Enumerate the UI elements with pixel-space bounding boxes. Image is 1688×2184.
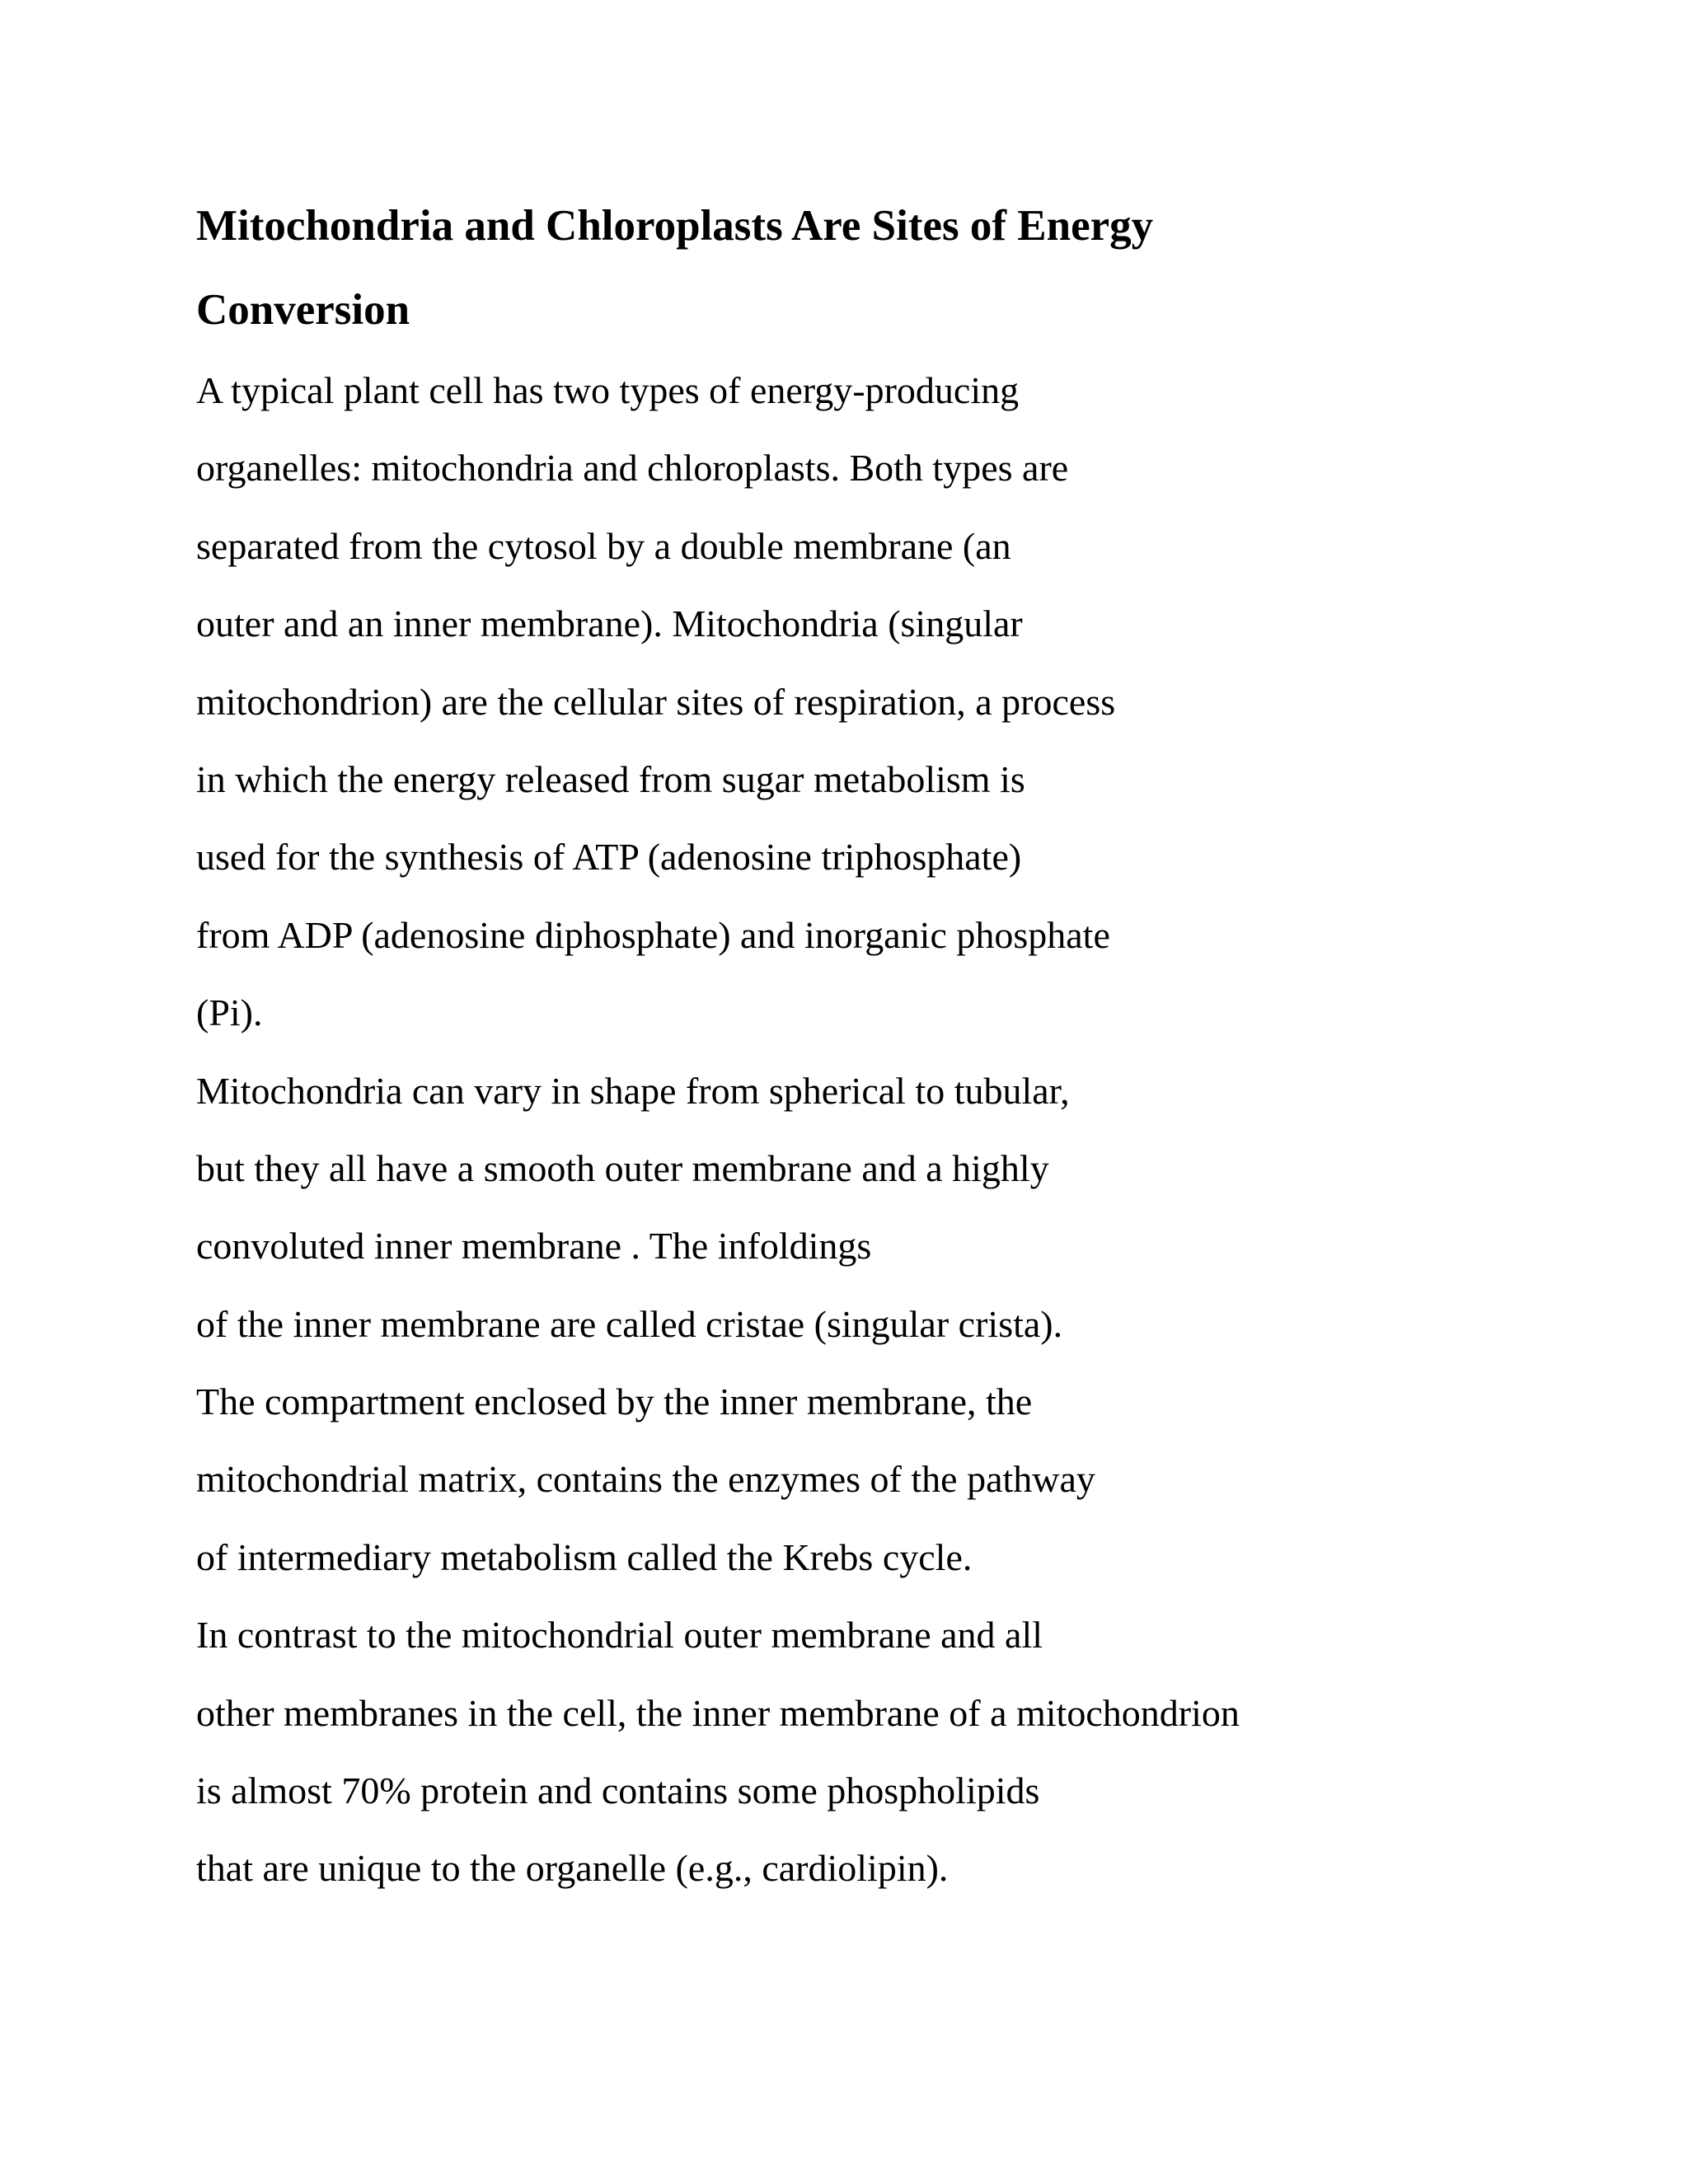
body-line-5: mitochondrion) are the cellular sites of respiration, a process — [196, 680, 1116, 723]
body-line-9: (Pi). — [196, 991, 263, 1034]
body-line-3: separated from the cytosol by a double membrane (an — [196, 524, 1011, 567]
document-content — [196, 184, 1564, 1908]
body-line-13: of the inner membrane are called cristae (singular crista). — [196, 1302, 1063, 1345]
body-line-8: from ADP (adenosine diphosphate) and inorganic phosphate — [196, 913, 1110, 956]
body-line-4: outer and an inner membrane). Mitochondria (singular — [196, 602, 1023, 645]
body-line-12: convoluted inner membrane . The infoldings — [196, 1225, 872, 1268]
body-line-6: in which the energy released from sugar metabolism is — [196, 757, 1025, 800]
heading-line-1: Mitochondria and Chloroplasts Are Sites of Energy — [196, 202, 1154, 250]
body-line-20: that are unique to the organelle (e.g., cardiolipin). — [196, 1847, 949, 1890]
body-line-11: but they all have a smooth outer membrane and a highly — [196, 1146, 1049, 1189]
body-line-18: other membranes in the cell, the inner membrane of a mitochondrion — [196, 1691, 1240, 1734]
body-line-19: is almost 70% protein and contains some phospholipids — [196, 1769, 1040, 1812]
body-line-15: mitochondrial matrix, contains the enzymes of the pathway — [196, 1458, 1095, 1501]
body-line-10: Mitochondria can vary in shape from spherical to tubular, — [196, 1069, 1070, 1112]
body-line-16: of intermediary metabolism called the Krebs cycle. — [196, 1535, 973, 1578]
heading-line-2: Conversion — [196, 286, 410, 334]
body-line-1: A typical plant cell has two types of energy-producing — [196, 369, 1020, 411]
body-line-7: used for the synthesis of ATP (adenosine triphosphate) — [196, 836, 1022, 879]
body-line-14: The compartment enclosed by the inner membrane, the — [196, 1380, 1033, 1423]
body-line-2: organelles: mitochondria and chloroplasts. Both types are — [196, 447, 1069, 490]
body-line-17: In contrast to the mitochondrial outer membrane and all — [196, 1614, 1043, 1657]
